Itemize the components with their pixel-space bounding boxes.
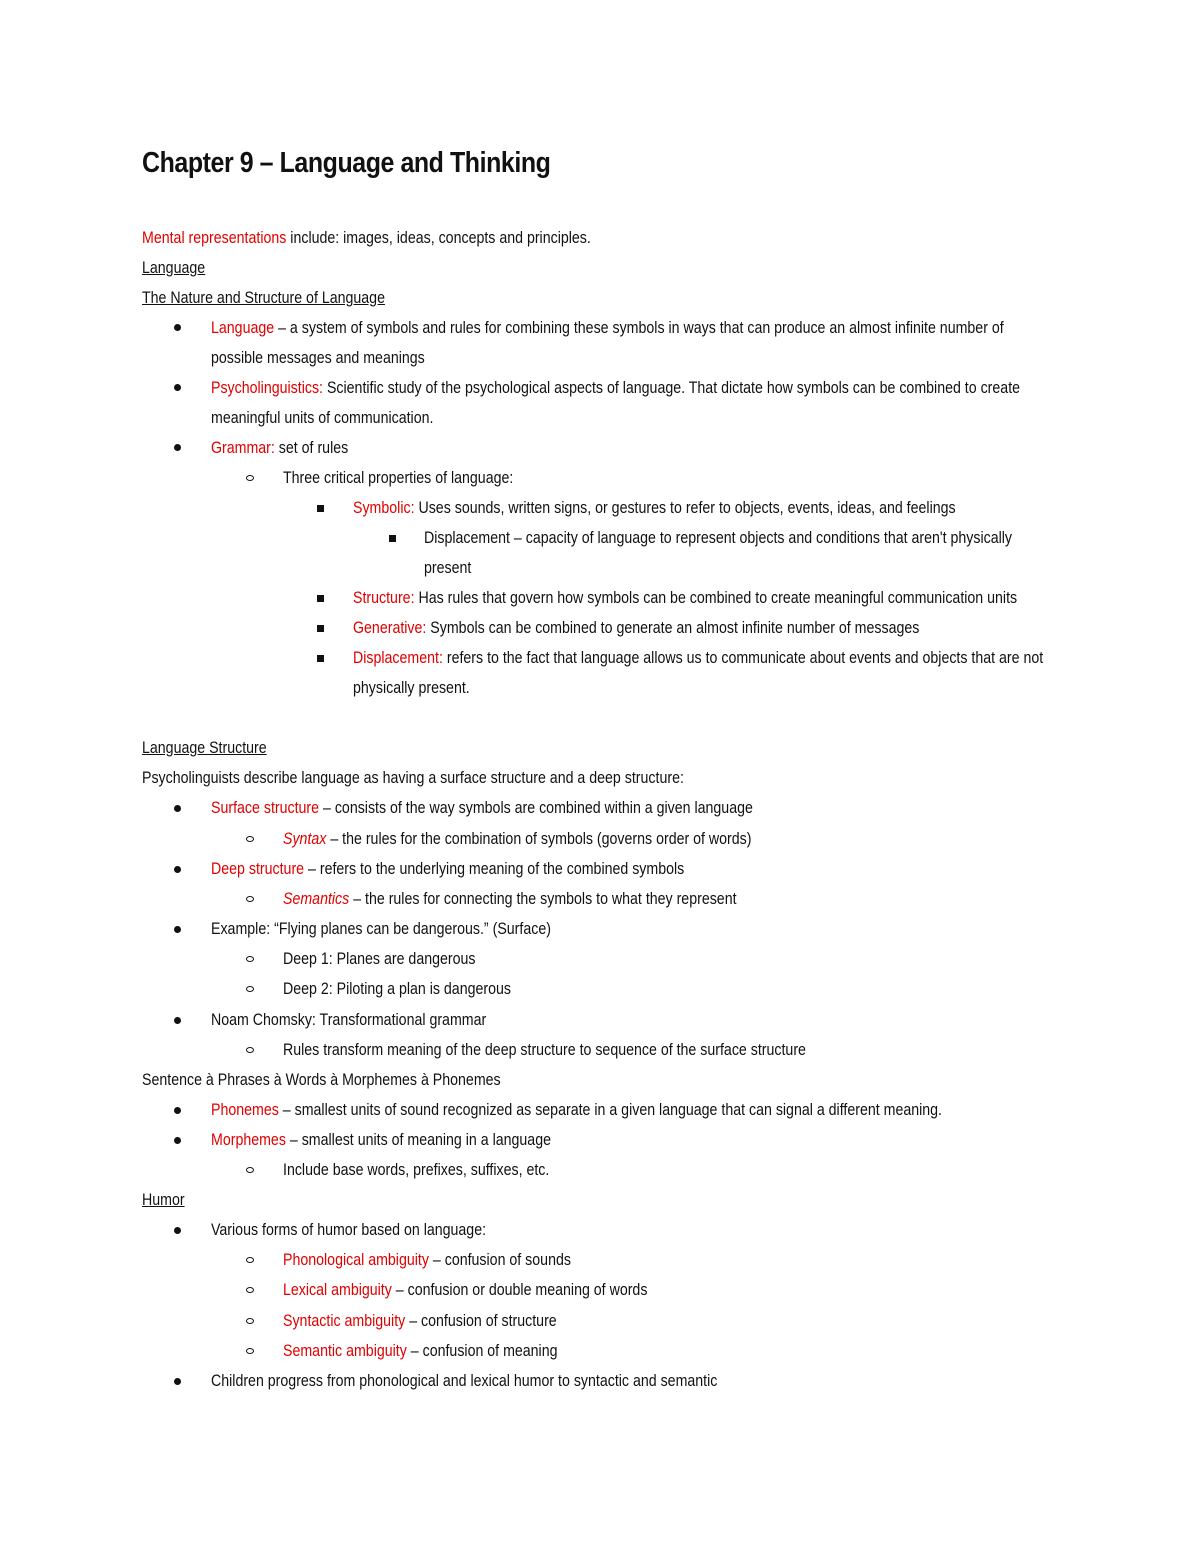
page-title: Chapter 9 – Language and Thinking <box>142 147 551 179</box>
bullet-icon <box>174 1107 181 1114</box>
list-item <box>283 1280 647 1300</box>
item-text: – consists of the way symbols are combined within a given language <box>319 799 753 817</box>
circle-bullet-icon <box>246 1257 254 1263</box>
item-continuation: physically present. <box>353 679 470 697</box>
square-bullet-icon <box>389 535 396 542</box>
heading-nature: The Nature and Structure of Language <box>142 289 385 307</box>
list-item <box>353 618 919 638</box>
list-item: Rules transform meaning of the deep structure to sequence of the surface structure <box>283 1041 806 1059</box>
term-deep-structure: Deep structure <box>211 860 305 878</box>
list-item <box>211 1130 551 1150</box>
term-semantics: Semantics <box>283 890 350 908</box>
circle-bullet-icon <box>246 1047 254 1053</box>
list-item: Children progress from phonological and lexical humor to syntactic and semantic <box>211 1372 718 1390</box>
term-mental-representations: Mental representations <box>142 229 287 247</box>
circle-bullet-icon <box>246 1318 254 1324</box>
item-text: Has rules that govern how symbols can be combined to create meaningful communication units <box>414 589 1018 607</box>
circle-bullet-icon <box>246 1348 254 1354</box>
list-item <box>353 588 1017 608</box>
paragraph: Sentence à Phrases à Words à Morphemes à Phonemes <box>142 1071 501 1089</box>
term-syntactic-ambiguity: Syntactic ambiguity <box>283 1312 406 1330</box>
term-surface-structure: Surface structure <box>211 799 320 817</box>
term-symbolic: Symbolic: <box>353 499 415 517</box>
list-item <box>353 498 956 518</box>
list-item <box>283 829 751 849</box>
term-morphemes: Morphemes <box>211 1131 286 1149</box>
bullet-icon <box>174 1227 181 1234</box>
intro-text: include: images, ideas, concepts and principles. <box>286 229 591 247</box>
term-syntax: Syntax <box>283 830 327 848</box>
term-language: Language <box>211 319 275 337</box>
term-structure: Structure: <box>353 589 415 607</box>
item-text: refers to the fact that language allows us to communicate about events and objects that are not <box>442 649 1044 667</box>
term-phonological-ambiguity: Phonological ambiguity <box>283 1251 429 1269</box>
list-item <box>211 318 1004 338</box>
circle-bullet-icon <box>246 475 254 481</box>
circle-bullet-icon <box>246 1167 254 1173</box>
list-item: Include base words, prefixes, suffixes, etc. <box>283 1161 550 1179</box>
list-item: Three critical properties of language: <box>283 469 514 487</box>
list-item: Various forms of humor based on language: <box>211 1221 487 1239</box>
item-text: Symbols can be combined to generate an almost infinite number of messages <box>426 619 920 637</box>
item-text: – confusion of meaning <box>406 1342 558 1360</box>
item-text: – confusion of structure <box>405 1312 557 1330</box>
bullet-icon <box>174 866 181 873</box>
item-continuation: possible messages and meanings <box>211 349 425 367</box>
list-item <box>283 1311 557 1331</box>
bullet-icon <box>174 1378 181 1385</box>
circle-bullet-icon <box>246 956 254 962</box>
item-text: – confusion of sounds <box>428 1251 571 1269</box>
bullet-icon <box>174 324 181 331</box>
bullet-icon <box>174 384 181 391</box>
square-bullet-icon <box>317 625 324 632</box>
list-item <box>283 1341 558 1361</box>
list-item: Noam Chomsky: Transformational grammar <box>211 1011 487 1029</box>
item-text: – smallest units of meaning in a language <box>285 1131 551 1149</box>
list-item <box>211 859 684 879</box>
list-item: Example: “Flying planes can be dangerous.” (Surface) <box>211 920 551 938</box>
square-bullet-icon <box>317 595 324 602</box>
square-bullet-icon <box>317 505 324 512</box>
list-item: Deep 1: Planes are dangerous <box>283 950 476 968</box>
paragraph: Psycholinguists describe language as having a surface structure and a deep structure: <box>142 769 684 787</box>
item-text: Uses sounds, written signs, or gestures to refer to objects, events, ideas, and feelings <box>414 499 956 517</box>
square-bullet-icon <box>317 655 324 662</box>
circle-bullet-icon <box>246 986 254 992</box>
item-text: – refers to the underlying meaning of the combined symbols <box>304 860 685 878</box>
list-item <box>353 648 1043 668</box>
item-text: – smallest units of sound recognized as separate in a given language that can signal a different meaning. <box>278 1101 942 1119</box>
list-item <box>283 889 737 909</box>
heading-humor: Humor <box>142 1191 185 1209</box>
term-lexical-ambiguity: Lexical ambiguity <box>283 1281 392 1299</box>
list-item <box>283 1250 571 1270</box>
bullet-icon <box>174 1137 181 1144</box>
list-item: Deep 2: Piloting a plan is dangerous <box>283 980 511 998</box>
bullet-icon <box>174 926 181 933</box>
list-item <box>211 1100 942 1120</box>
item-text: Scientific study of the psychological aspects of language. That dictate how symbols can be combined to create <box>323 379 1021 397</box>
bullet-icon <box>174 444 181 451</box>
bullet-icon <box>174 1017 181 1024</box>
heading-language-structure: Language Structure <box>142 739 267 757</box>
circle-bullet-icon <box>246 896 254 902</box>
item-text: – a system of symbols and rules for combining these symbols in ways that can produce an almost infinite number of <box>274 319 1004 337</box>
item-text: – the rules for the combination of symbols (governs order of words) <box>326 830 752 848</box>
intro-line <box>142 228 591 248</box>
item-continuation: meaningful units of communication. <box>211 409 434 427</box>
item-text: – confusion or double meaning of words <box>391 1281 648 1299</box>
term-displacement: Displacement: <box>353 649 443 667</box>
circle-bullet-icon <box>246 836 254 842</box>
term-phonemes: Phonemes <box>211 1101 279 1119</box>
item-continuation: present <box>424 559 472 577</box>
list-item <box>211 798 753 818</box>
bullet-icon <box>174 805 181 812</box>
item-text: set of rules <box>274 439 349 457</box>
heading-language: Language <box>142 259 206 277</box>
term-grammar: Grammar: <box>211 439 275 457</box>
circle-bullet-icon <box>246 1287 254 1293</box>
item-text: – the rules for connecting the symbols to what they represent <box>349 890 737 908</box>
list-item <box>211 378 1020 398</box>
term-psycholinguistics: Psycholinguistics: <box>211 379 324 397</box>
term-generative: Generative: <box>353 619 427 637</box>
list-item: Displacement – capacity of language to represent objects and conditions that aren't physically <box>424 529 1012 547</box>
term-semantic-ambiguity: Semantic ambiguity <box>283 1342 407 1360</box>
list-item <box>211 438 348 458</box>
